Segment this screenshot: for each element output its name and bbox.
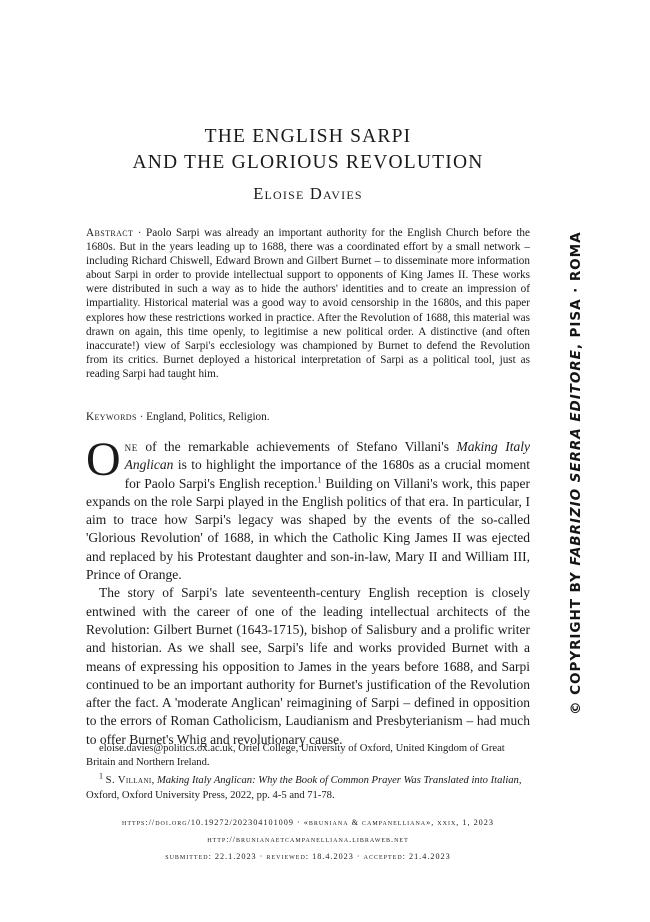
article-title: [86, 124, 530, 176]
keywords-text: England, Politics, Religion.: [146, 411, 270, 423]
dates-line: submitted: 22.1.2023 · reviewed: 18.4.2023 · accepted: 21.4.2023: [165, 852, 451, 861]
book-title: Making Italy Anglican: [124, 439, 530, 473]
abstract-text: Paolo Sarpi was already an important authority for the English Church before the 1680s. But in the years leading up to 1688, there was a coordinated effort by a small network – including Richard Chiswell, Edward Brown and Gilbert Burnet – to disseminate more information about Sarpi in order to provide intellectual support to opponents of King James II. These works were distributed in such a way as to hide the authors' identities and to create an impression of impartiality. Historical material was a good way to avoid censorship in the 1680s, and this paper explores how these restrictions worked in practice. After the Revolution of 1688, this material was drawn on again, this time openly, to legitimise a new political order. A distinctive (and often inaccurate!) view of Sarpi's ecclesiology was championed by Burnet to defend the Revolution from its critics. Burnet deployed a historical interpretation of Sarpi as a political tool, just as reading Sarpi had taught him.: [86, 227, 530, 380]
footnote-1-sep: ,: [151, 775, 157, 787]
author-contact-note: eloise.davies@politics.ox.ac.uk, Oriel College, University of Oxford, United Kingdom of Great Britain and Northern Ireland.: [86, 743, 505, 769]
article-body: [86, 433, 530, 749]
footnote-ref-1[interactable]: 1: [317, 475, 322, 485]
footnotes: [86, 742, 530, 803]
footnote-1-title: Making Italy Anglican: Why the Book of Common Prayer Was Translated into Italian: [156, 775, 519, 787]
doi-line[interactable]: https://doi.org/10.19272/202304101009 · «bruniana & campanelliana», xxix, 1, 2023: [122, 818, 494, 827]
abstract: [86, 226, 530, 381]
body-paragraph-2: The story of Sarpi's late seventeenth-century English reception is closely entwined with the career of one of the leading intellectual architects of the Revolution: Gilbert Burnet (1643-1715), bishop of Salisbury and a prolific writer and historian. As we shall see, Sarpi's life and works provided Burnet with a means of expressing his opposition to James in the years before 1688, and Sarpi continued to be an important authority for Burnet's justification of the Revolution after the fact. A 'moderate Anglican' reimagining of Sarpi – defined in opposition to the errors of Roman Catholicism, Laudianism and Presbyterianism – had much to offer Burnet's Whig and revolutionary cause.: [86, 585, 530, 747]
footnote-1-author: S. Villani: [105, 775, 152, 787]
copyright-publisher: FABRIZIO SERRA EDITORE: [568, 349, 584, 566]
copyright-suffix: , PISA · ROMA: [568, 231, 584, 350]
p1-text-c: Building on Villani's work, this paper expands on the role Sarpi played in the English politics of that era. In particular, I aim to trace how Sarpi's legacy was shaped by the events of the so-called 'Glorious Revolution' of 1688, in which the Catholic King James II was ejected and replaced by his Protestant daughter and son-in-law, Mary II and William III, Prince of Orange.: [86, 475, 530, 583]
lead-in: ne: [124, 439, 138, 454]
author-name: Eloise Davies: [253, 184, 363, 203]
body-paragraph-1: [86, 433, 530, 584]
title-line-2: AND THE GLORIOUS REVOLUTION: [132, 152, 484, 173]
p1-text-a: of the remarkable achievements of Stefano Villani's: [137, 439, 457, 454]
footnote-1-number: 1: [99, 771, 103, 781]
abstract-separator: ·: [133, 227, 147, 239]
footnote-1: [86, 771, 530, 802]
abstract-label: Abstract: [86, 227, 134, 239]
copyright-notice: [568, 232, 584, 716]
copyright-prefix: © COPYRIGHT BY: [568, 565, 584, 715]
drop-cap: O: [86, 433, 121, 486]
p1-text-b: is to highlight the importance of the 1680s as a crucial moment for Paolo Sarpi's English reception.: [124, 457, 530, 491]
footnote-1-rest: , Oxford, Oxford University Press, 2022, pp. 4-5 and 71-78.: [86, 775, 522, 801]
colophon: [86, 814, 530, 865]
keywords-label: Keywords: [86, 411, 137, 423]
keywords-separator: ·: [136, 411, 147, 423]
keywords: [86, 410, 530, 424]
journal-url[interactable]: http://brunianaetcampanelliana.libraweb.net: [207, 835, 409, 844]
title-line-1: THE ENGLISH SARPI: [204, 126, 412, 147]
